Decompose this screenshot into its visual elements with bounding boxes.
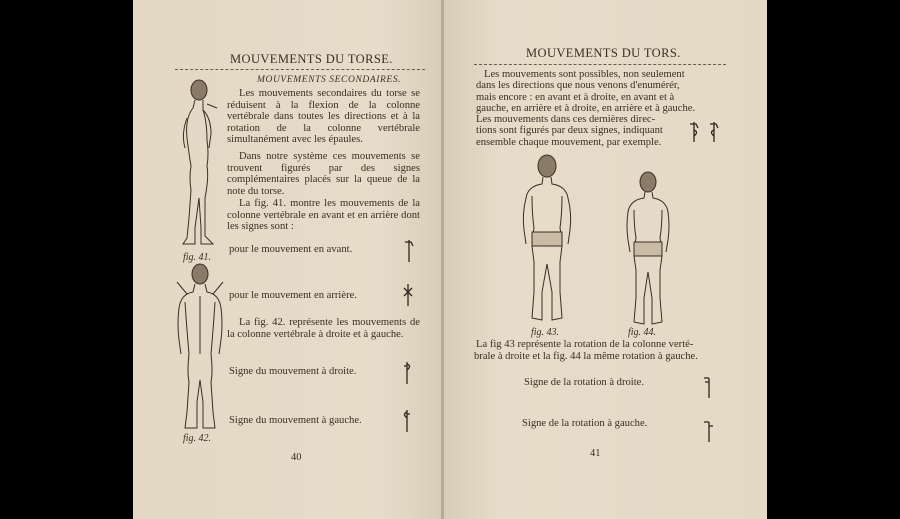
caption-fig42: fig. 42. [183,433,212,444]
torso-sign-forward-icon [403,238,415,264]
right-running-head: MOUVEMENTS DU TORS. [526,46,681,60]
rotation-paragraph [474,339,698,363]
right-paragraph-line: dans les directions que nous venons d'enumérér, [476,80,680,92]
right-paragraph-line: Les mouvements dans ces dernières direc- [476,114,656,126]
fig42-paragraph: La fig. 42. représente les mouvements de la colonne vertébrale à droite et à gauche. [227,317,420,340]
rotation-line: brale à droite et la fig. 44 la même rotation à gauche. [474,351,698,362]
right-paragraph [476,69,695,148]
left-header-rule [175,69,425,70]
torso-sign-backward-icon [401,282,415,308]
intro-paragraph: Les mouvements secondaires du torse se réduisent à la flexion de la colonne vertébrale dans toutes les directions et à la rotation de la colonne vertébrale simultanément avec les épaules. [227,88,420,146]
torso-sign-left-icon [401,408,413,434]
figure-41-side-view-icon [173,78,225,250]
torso-sign-right-icon [401,360,413,386]
left-page-number: 40 [291,452,302,463]
right-paragraph-line: ensemble chaque mouvement, par exemple. [476,136,662,148]
section-title: MOUVEMENTS SECONDAIRES. [257,75,402,85]
right-page [444,0,767,519]
fig41-paragraph: La fig. 41. montre les mouvements de la colonne vertébrale en avant et en arrière dont les signes sont : [227,198,420,233]
sign-right-label: Signe du mouvement à droite. [229,366,357,377]
caption-fig44: fig. 44. [628,327,657,338]
left-running-head: MOUVEMENTS DU TORSE. [230,52,393,66]
figure-44-front-view-icon [618,170,678,330]
left-page [133,0,443,519]
torso-sign-rotation-left-icon [702,418,714,444]
caption-fig43: fig. 43. [531,327,560,338]
sign-rotation-left-label: Signe de la rotation à gauche. [522,418,648,429]
sign-forward-label: pour le mouvement en avant. [229,244,353,255]
rotation-line: La fig 43 représente la rotation de la colonne verté- [476,339,694,350]
torso-combined-sign-icon [688,120,722,144]
right-paragraph-line: Les mouvements sont possibles, non seulement [484,69,685,80]
right-page-number: 41 [590,448,601,459]
right-header-rule [474,64,726,65]
sign-backward-label: pour le mouvement en arrière. [229,290,357,301]
right-paragraph-line: gauche, en arrière et à droite, en arrière et à gauche. [476,102,696,114]
caption-fig41: fig. 41. [183,252,212,263]
right-paragraph-line: mais encore : en avant et à droite, en avant et à [476,91,675,103]
right-paragraph-line: tions sont figurés par deux signes, indiquant [476,125,663,137]
sign-left-label: Signe du mouvement à gauche. [229,415,362,426]
figure-42-back-view-icon [171,262,229,434]
figure-43-front-view-icon [514,152,580,328]
torso-sign-rotation-right-icon [702,374,714,400]
system-paragraph: Dans notre système ces mouvements se trouvent figurés par des signes complémentaires placés sur la queue de la note du torse. [227,151,420,197]
sign-rotation-right-label: Signe de la rotation à droite. [524,377,645,388]
